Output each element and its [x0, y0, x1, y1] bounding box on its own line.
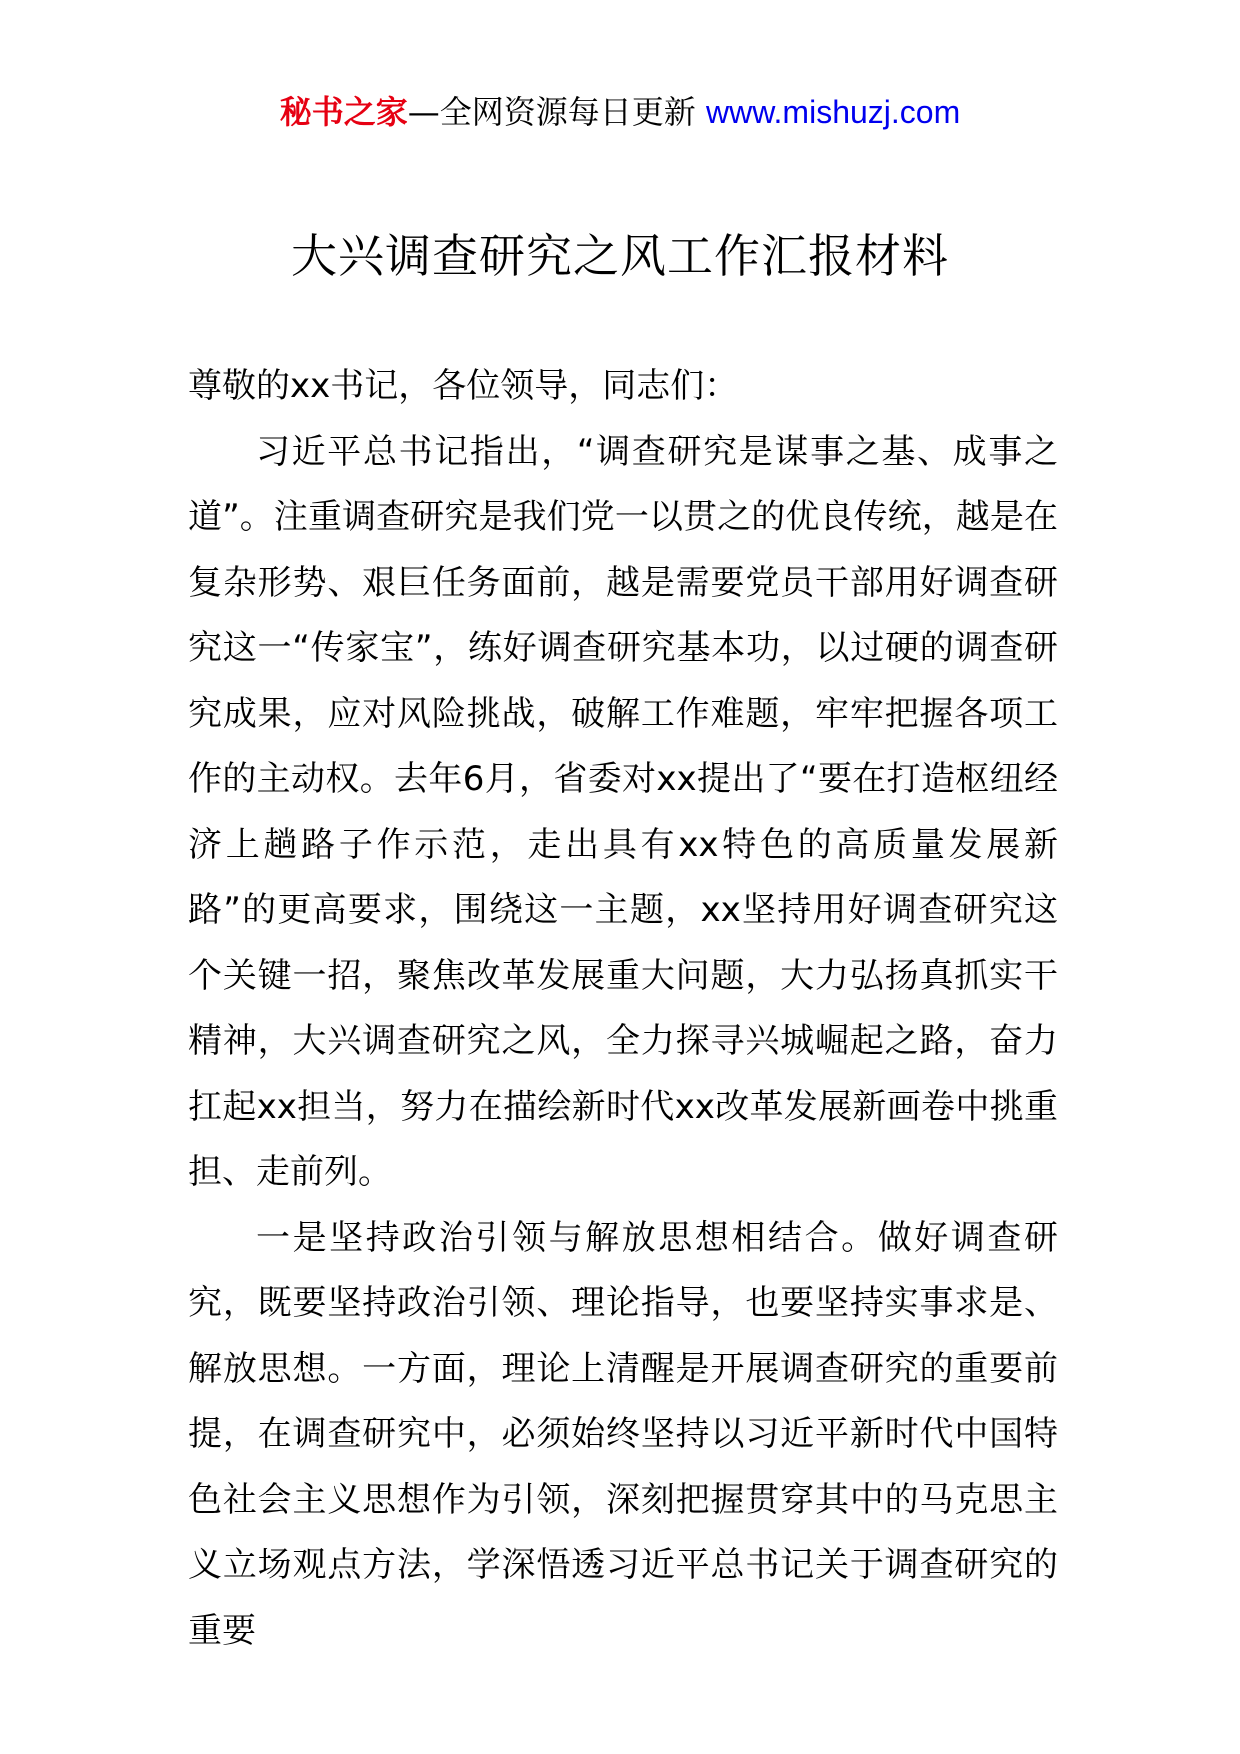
- salutation: 尊敬的xx书记，各位领导，同志们：: [188, 366, 739, 406]
- paragraph: 习近平总书记指出，“调查研究是谋事之基、成事之道”。注重调查研究是我们党一以贯之的优良传统，越是在复杂形势、艰巨任务面前，越是需要党员干部用好调查研究这一“传家宝”，练好调查研究基本功，以过硬的调查研究成果，应对风险挑战，破解工作难题，牢牢把握各项工作的主动权。去年6月，省委对xx提出了“要在打造枢纽经济上趟路子作示范，走出具有xx特色的高质量发展新路”的更高要求，围绕这一主题，xx坚持用好调查研究这个关键一招，聚焦改革发展重大问题，大力弘扬真抓实干精神，大兴调查研究之风，全力探寻兴城崛起之路，奋力扛起xx担当，努力在描绘新时代xx改革发展新画卷中挑重担、走前列。: [188, 431, 1058, 1192]
- site-header: [0, 92, 1240, 132]
- document-body: [188, 354, 1058, 1664]
- site-brand: 秘书之家: [279, 93, 408, 131]
- document-title: 大兴调查研究之风工作汇报材料: [291, 229, 949, 283]
- site-slogan: —全网资源每日更新: [407, 93, 696, 131]
- paragraph: 一是坚持政治引领与解放思想相结合。做好调查研究，既要坚持政治引领、理论指导，也要坚持实事求是、解放思想。一方面，理论上清醒是开展调查研究的重要前提，在调查研究中，必须始终坚持以习近平新时代中国特色社会主义思想作为引领，深刻把握贯穿其中的马克思主义立场观点方法，学深悟透习近平总书记关于调查研究的重要: [188, 1217, 1058, 1651]
- site-url-link[interactable]: www.mishuzj.com: [705, 94, 961, 130]
